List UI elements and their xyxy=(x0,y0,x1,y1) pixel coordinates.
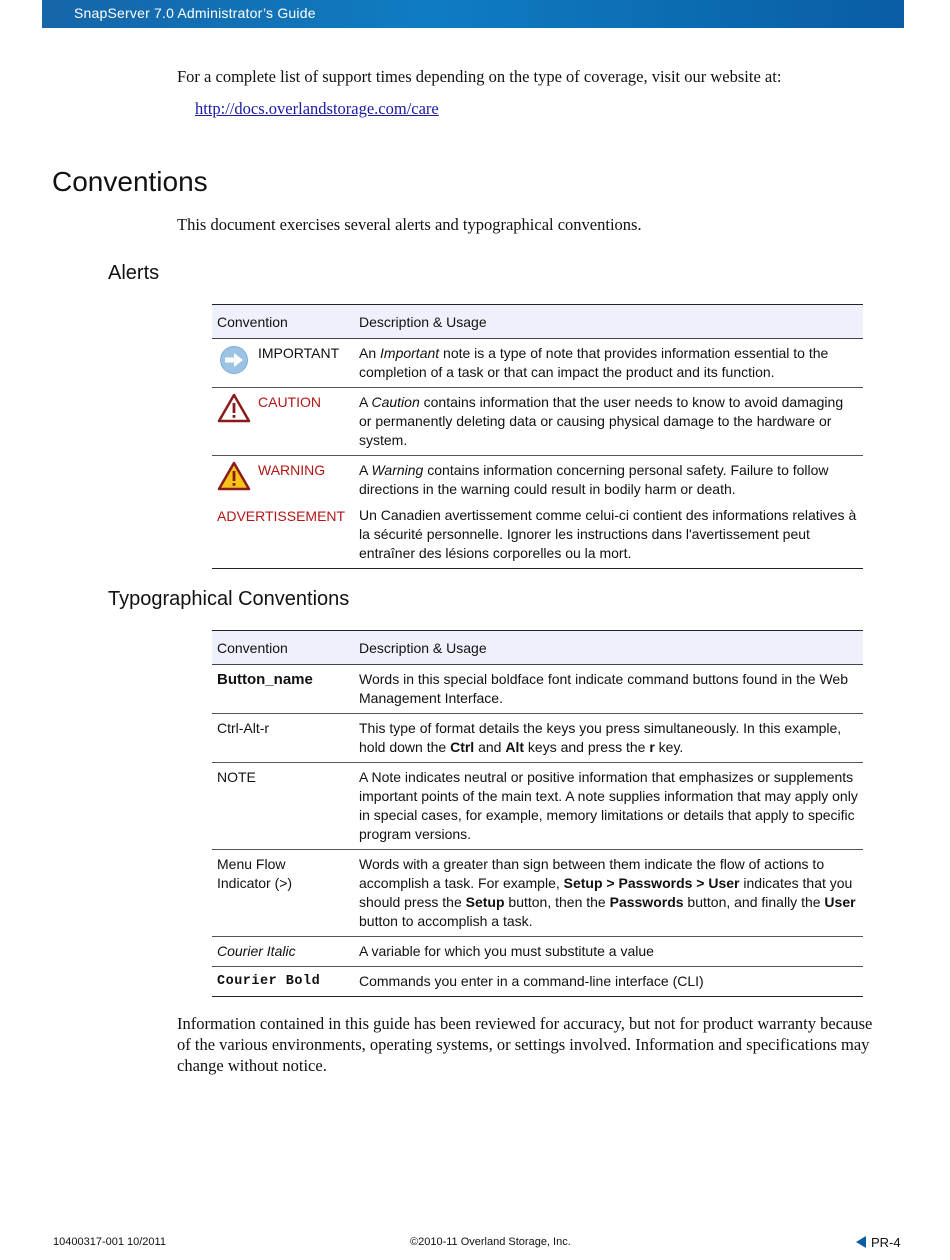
convention-cell: Courier Italic xyxy=(212,937,354,967)
alerts-heading: Alerts xyxy=(108,262,160,284)
alerts-table-header xyxy=(212,305,863,339)
table-row xyxy=(212,850,863,937)
column-header: Description & Usage xyxy=(354,631,863,665)
header-bar xyxy=(42,0,904,28)
column-header: Description & Usage xyxy=(354,305,863,339)
alert-convention-cell xyxy=(212,456,354,502)
table-row xyxy=(212,388,863,456)
footer-doc-number: 10400317-001 10/2011 xyxy=(53,1236,166,1248)
convention-cell: Menu Flow Indicator (>) xyxy=(212,850,354,937)
previous-page-icon[interactable] xyxy=(856,1236,866,1248)
alert-label-advertissement: ADVERTISSEMENT xyxy=(212,501,354,569)
conventions-heading: Conventions xyxy=(52,166,208,197)
description-cell: Words with a greater than sign between them indicate the flow of actions to accomplish a task. For example, Setup > Passwords > User indicates that you should press the Setup button, then the Passwords button, and finally the User button to accomplish a task. xyxy=(354,850,863,937)
alert-convention-cell xyxy=(212,339,354,388)
convention-cell: Ctrl-Alt-r xyxy=(212,714,354,763)
convention-cell: Courier Bold xyxy=(212,967,354,997)
table-row xyxy=(212,937,863,967)
conventions-intro: This document exercises several alerts and typographical conventions. xyxy=(177,215,642,234)
table-row xyxy=(212,763,863,850)
description-cell: Commands you enter in a command-line interface (CLI) xyxy=(354,967,863,997)
description-cell: A variable for which you must substitute a value xyxy=(354,937,863,967)
table-row xyxy=(212,967,863,997)
disclaimer-paragraph: Information contained in this guide has been reviewed for accuracy, but not for product warranty because of the various environments, operating systems, or settings involved. Information and specifications may change without notice. xyxy=(177,1014,873,1075)
column-header: Convention xyxy=(212,631,354,665)
footer-page-number: PR-4 xyxy=(856,1235,901,1250)
typographical-table-header xyxy=(212,631,863,665)
table-row xyxy=(212,665,863,714)
alert-label-caution: CAUTION xyxy=(258,394,321,410)
typographical-table xyxy=(212,630,863,997)
arrow-right-circle-icon xyxy=(217,344,251,374)
alert-description: A Caution contains information that the user needs to know to avoid damaging or permanently deleting data or causing physical damage to the hardware or system. xyxy=(354,388,863,456)
typographical-heading: Typographical Conventions xyxy=(108,588,350,610)
description-cell: A Note indicates neutral or positive information that emphasizes or supplements important points of the main text. A note supplies information that may apply only in special cases, for example, memory limitations or details that apply to specific program versions. xyxy=(354,763,863,850)
description-cell: This type of format details the keys you press simultaneously. In this example, hold down the Ctrl and Alt keys and press the r key. xyxy=(354,714,863,763)
alert-convention-cell xyxy=(212,388,354,456)
convention-cell: NOTE xyxy=(212,763,354,850)
alert-label-warning: WARNING xyxy=(258,462,326,478)
table-row xyxy=(212,714,863,763)
alerts-table xyxy=(212,304,863,569)
table-row xyxy=(212,456,863,502)
footer-copyright: ©2010-11 Overland Storage, Inc. xyxy=(410,1236,571,1248)
convention-cell: Button_name xyxy=(212,665,354,714)
table-row xyxy=(212,501,863,569)
alert-label-important: IMPORTANT xyxy=(258,345,340,361)
caution-triangle-icon xyxy=(217,393,251,423)
table-row xyxy=(212,339,863,388)
alert-description: Un Canadien avertissement comme celui-ci contient des informations relatives à la sécurité personnelle. Ignorer les instructions dans l'avertissement peut entraîner des lésions corporelles ou la mort. xyxy=(354,501,863,569)
support-link[interactable]: http://docs.overlandstorage.com/care xyxy=(195,99,439,118)
warning-triangle-icon xyxy=(217,461,251,491)
alert-description: An Important note is a type of note that provides information essential to the completion of a task or that can impact the product and its function. xyxy=(354,339,863,388)
document-title: SnapServer 7.0 Administrator’s Guide xyxy=(74,5,316,21)
column-header: Convention xyxy=(212,305,354,339)
support-intro-text: For a complete list of support times depending on the type of coverage, visit our website at: xyxy=(177,67,782,86)
description-cell: Words in this special boldface font indicate command buttons found in the Web Management Interface. xyxy=(354,665,863,714)
alert-description: A Warning contains information concerning personal safety. Failure to follow directions in the warning could result in bodily harm or death. xyxy=(359,462,829,497)
